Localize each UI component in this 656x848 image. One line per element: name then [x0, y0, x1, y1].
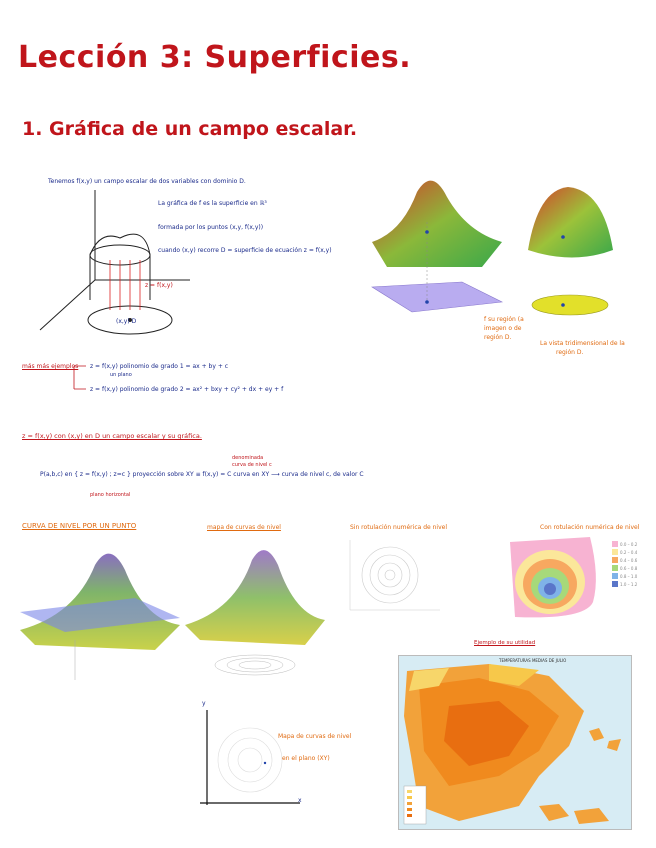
graph-note-left-3: región D.: [484, 334, 512, 341]
legend-item: [612, 564, 637, 572]
legend-label: 0.8 – 1.0: [620, 573, 638, 579]
legend-swatch: [612, 581, 618, 587]
example-2: z = f(x,y) polinomio de grado 2 = ax² + bxy + cy² + dx + ey + f: [90, 386, 284, 393]
mapa-2d-line-2: en el plano (XY): [282, 755, 330, 762]
spain-map-frame: [398, 655, 632, 830]
axis-x-label: x: [298, 797, 302, 804]
legend-item: [612, 556, 637, 564]
scalar-sup-2: curva de nivel c: [232, 462, 272, 468]
spain-map-title: TEMPERATURAS MEDIAS DE JULIO: [499, 658, 567, 663]
label-z: z = f(x,y): [145, 282, 173, 289]
scalar-heading: z = f(x,y) con (x,y) en D un campo escalar y su gráfica.: [22, 432, 202, 440]
axis-y-label: y: [202, 700, 206, 707]
legend-label: 0.2 – 0.4: [620, 549, 638, 555]
surface-graph-right: [518, 175, 628, 325]
spain-caption: Ejemplo de su utilidad: [474, 640, 536, 646]
surface-graph-left: [362, 172, 512, 337]
graph-note-left-1: f su región (a: [484, 316, 524, 323]
intro-line-2: La gráfica de f es la superficie en ℝ³: [158, 200, 267, 207]
examples-label: más más ejemplos: [22, 363, 79, 370]
label-d: (x,y) D: [116, 318, 137, 325]
scalar-sup-1: denominada: [232, 455, 264, 461]
legend-label: 0.4 – 0.6: [620, 557, 638, 563]
level-curve-surface: [15, 540, 185, 690]
legend-label: 0.6 – 0.8: [620, 565, 638, 571]
graph-note-left-2: imagen o de: [484, 325, 522, 332]
sin-rotulacion-title: Sin rotulación numérica de nivel: [350, 524, 447, 531]
examples-bracket: [72, 363, 92, 393]
legend-item: [612, 548, 637, 556]
curva-nivel-title: CURVA DE NIVEL POR UN PUNTO: [22, 522, 137, 530]
section-heading: 1. Gráfica de un campo escalar.: [22, 118, 358, 140]
scalar-line: P(a,b,c) en { z = f(x,y) ; z=c } proyección sobre XY ≡ f(x,y) = C curva en XY ⟶ curva de nivel c, de valor C: [40, 471, 364, 478]
page-title: Lección 3: Superficies.: [18, 40, 412, 75]
legend-label: 0.0 – 0.2: [620, 541, 638, 547]
legend-label: 1.0 – 1.2: [620, 581, 638, 587]
legend-swatch: [612, 541, 618, 547]
legend-item: [612, 540, 637, 548]
legend-swatch: [612, 557, 618, 563]
example-1: z = f(x,y) polinomio de grado 1 = ax + by + c: [90, 363, 229, 370]
intro-line-4: cuando (x,y) recorre D = superficie de ecuación z = f(x,y): [158, 247, 332, 254]
graph-note-right-2: región D.: [556, 349, 584, 356]
mapa-curvas-title: mapa de curvas de nivel: [207, 524, 281, 531]
legend-swatch: [612, 565, 618, 571]
example-1-sub: un plano: [110, 372, 132, 378]
mapa-2d-line-1: Mapa de curvas de nivel: [278, 733, 352, 740]
intro-line-3: formada por los puntos (x,y, f(x,y)): [158, 224, 264, 231]
legend-item: [612, 580, 637, 588]
legend-swatch: [612, 549, 618, 555]
contour-legend: [612, 540, 637, 588]
legend-swatch: [612, 573, 618, 579]
con-rotulacion-title: Con rotulación numérica de nivel: [540, 524, 640, 531]
contour-map-plain: [345, 535, 445, 615]
scalar-sub: plano horizontal: [90, 492, 131, 498]
graph-note-right-1: La vista tridimensional de la: [540, 340, 625, 347]
contour-map-colored: [505, 532, 605, 622]
contour-surface: [180, 540, 330, 690]
legend-item: [612, 572, 637, 580]
intro-line-1: Tenemos f(x,y) un campo escalar de dos variables con dominio D.: [48, 178, 246, 185]
spain-map: [399, 656, 631, 829]
